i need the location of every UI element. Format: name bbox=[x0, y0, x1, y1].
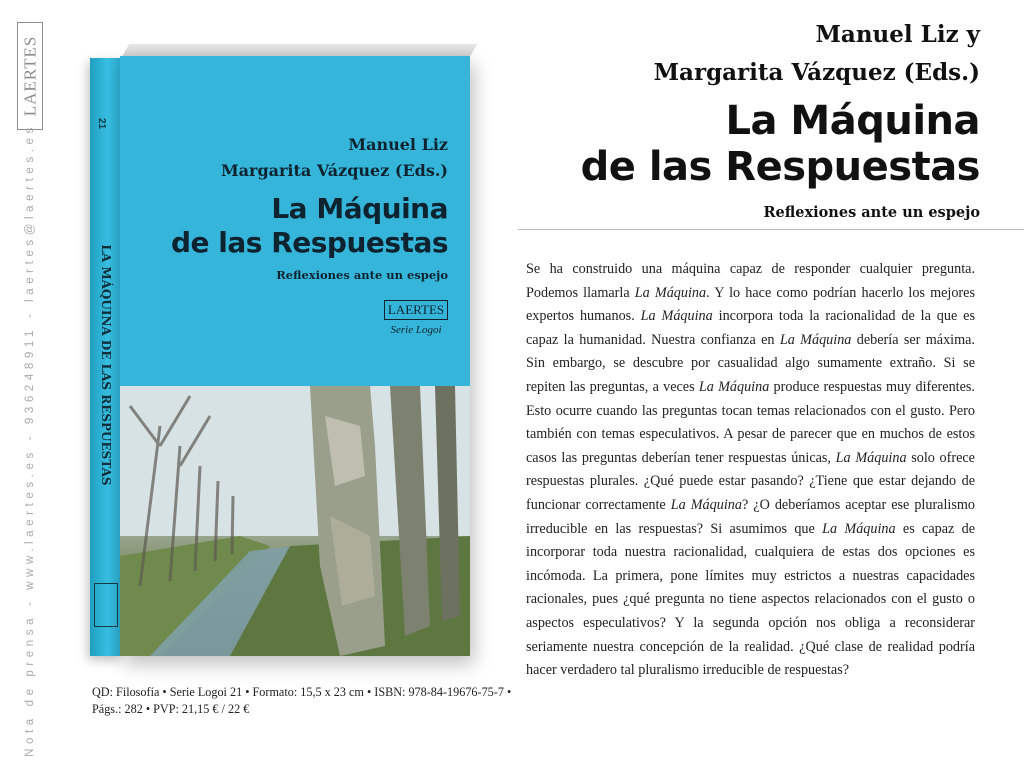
synopsis-text-run: incorpora toda la racionalidad de la que es capaz la humanidad. Nuestra confianza en bbox=[526, 308, 975, 348]
header-divider bbox=[518, 229, 1024, 230]
publisher-logo-text: LAERTES bbox=[20, 35, 39, 117]
spine-logo bbox=[94, 583, 118, 627]
cover-subtitle: Reflexiones ante un espejo bbox=[276, 268, 448, 282]
cover-publisher-name: LAERTES bbox=[384, 300, 448, 320]
cover-title bbox=[171, 192, 448, 260]
synopsis-italic-run: La Máquina bbox=[822, 520, 896, 537]
cover-author-2: Margarita Vázquez (Eds.) bbox=[220, 161, 448, 180]
synopsis-italic-run: La Máquina bbox=[634, 284, 707, 301]
synopsis-text-run: es capaz de incorporar toda nuestra racionalidad, cualquiera de estas dos opciones es incómoda. La primera, pone límites muy estrictos a nuestras capacidades racionales, pues ¿qué pregunta no tiene aspectos relacionados con el gusto o aspectos especulativos? Y la segunda opción nos obliga a reconsiderar seriamente nuestra concepción de la realidad. ¿Qué clase de realidad podría hacer verdadero tal pluralismo irreducible de respuestas? bbox=[526, 520, 975, 679]
synopsis-text-run: . Y lo hace como podrían hacerlo los mejores expertos humanos. bbox=[526, 284, 975, 325]
header-title-line-1: La Máquina bbox=[725, 98, 980, 144]
cover-series-name: Serie Logoi bbox=[390, 324, 442, 336]
book-synopsis bbox=[526, 258, 975, 683]
header-authors bbox=[654, 16, 980, 92]
synopsis-text-run: debería ser máxima. Sin embargo, se descubre por casualidad algo sumamente extraño. Si se repiten las preguntas, a veces bbox=[526, 331, 975, 395]
spine-title: LA MÁQUINA DE LAS RESPUESTAS bbox=[99, 244, 113, 486]
cover-photo-trees-canal bbox=[120, 386, 470, 656]
synopsis-text-run: solo ofrece respuestas plurales. ¿Qué puede estar pasando? ¿Tiene que estar dejando de funcionar correctamente bbox=[526, 449, 975, 513]
spine-number: 21 bbox=[96, 117, 108, 130]
synopsis-italic-run: La Máquina bbox=[698, 378, 770, 395]
header-author-2: Margarita Vázquez (Eds.) bbox=[653, 59, 980, 86]
synopsis-italic-run: La Máquina bbox=[779, 331, 852, 348]
header-subtitle: Reflexiones ante un espejo bbox=[763, 204, 980, 221]
cover-publisher-mark bbox=[384, 300, 448, 344]
synopsis-italic-run: La Máquina bbox=[835, 449, 907, 466]
book-spine bbox=[90, 58, 122, 656]
header-title-line-2: de las Respuestas bbox=[580, 144, 980, 190]
synopsis-italic-run: La Máquina bbox=[670, 496, 742, 513]
synopsis-text-run: Se ha construido una máquina capaz de responder cualquier pregunta. Podemos llamarla bbox=[526, 261, 975, 301]
book-mockup bbox=[90, 44, 480, 664]
cover-photo-illustration bbox=[120, 386, 470, 656]
synopsis-text-run: produce respuestas muy diferentes. Esto ocurre cuando las preguntas tocan temas relacionados con el gusto. Pero también con temas especulativos. A pesar de parecer que en muchos de estos casos las preguntas deberían tener respuestas únicas, bbox=[526, 378, 975, 466]
synopsis-text-run: ? ¿O deberíamos aceptar ese pluralismo irreducible en las respuestas? Si asumimos que bbox=[526, 496, 976, 537]
cover-title-line-2: de las Respuestas bbox=[171, 226, 448, 259]
publisher-logo bbox=[17, 22, 43, 130]
synopsis-italic-run: La Máquina bbox=[640, 308, 713, 325]
cover-authors bbox=[221, 132, 448, 184]
book-cover bbox=[120, 56, 470, 656]
header-author-1: Manuel Liz y bbox=[815, 21, 980, 48]
cover-title-line-1: La Máquina bbox=[271, 192, 448, 225]
contact-strip-text: Nota de prensa - www.laertes.es - 936248911 - laertes@laertes.es bbox=[24, 123, 36, 757]
catalog-details: QD: Filosofía • Serie Logoi 21 • Formato: 15,5 x 23 cm • ISBN: 978-84-19676-75-7 • Págs.: 282 • PVP: 21,15 € / 22 € bbox=[92, 685, 512, 716]
cover-author-1: Manuel Liz bbox=[348, 135, 448, 154]
header-title bbox=[581, 98, 980, 190]
